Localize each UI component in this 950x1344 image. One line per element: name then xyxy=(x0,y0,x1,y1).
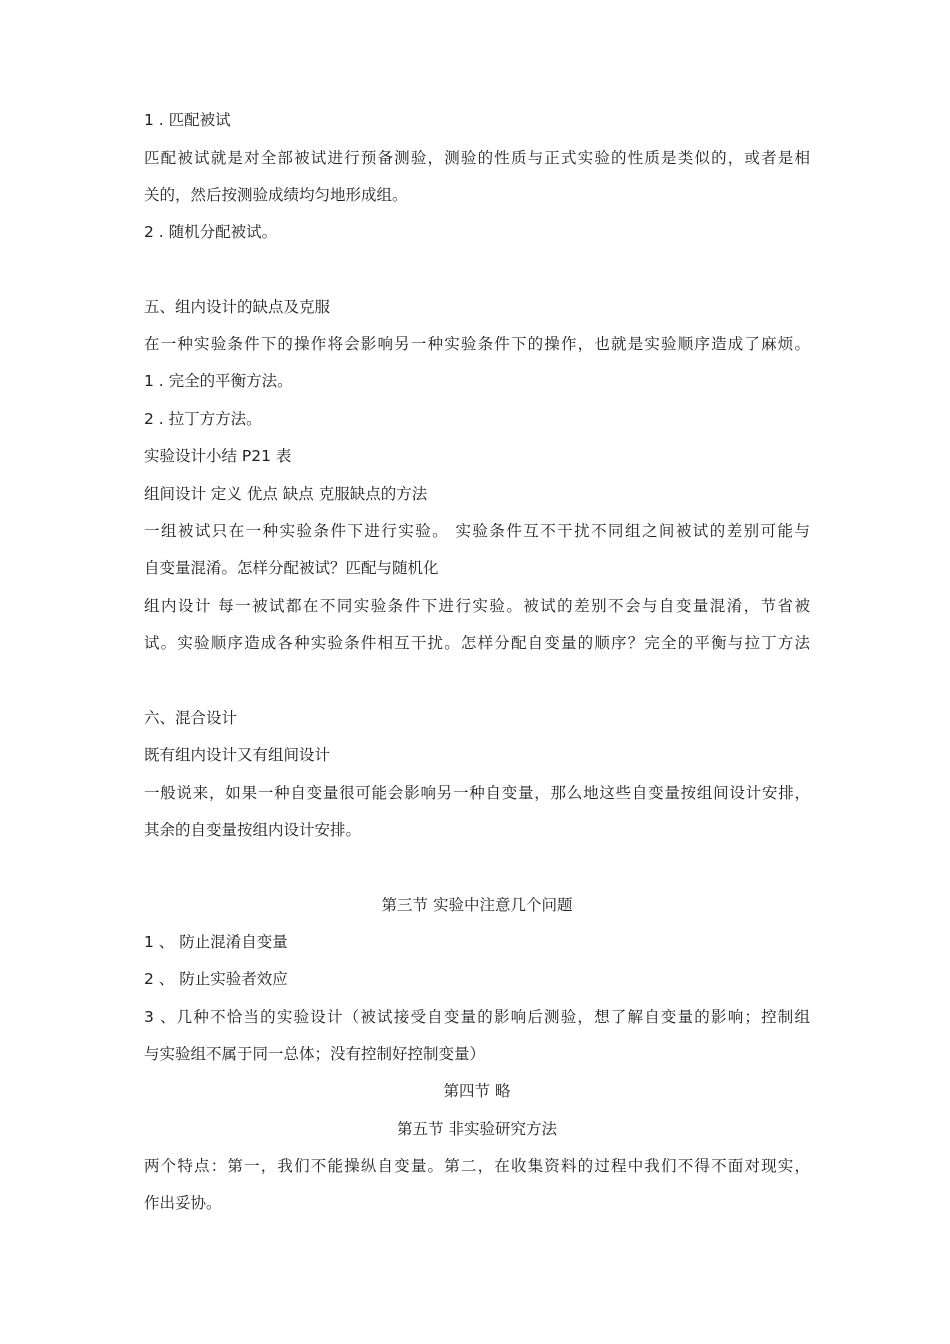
list-item-matching: 1 . 匹配被试 xyxy=(144,111,231,129)
paragraph-line: 一组被试只在一种实验条件下进行实验。 实验条件互不干扰不同组之间被试的差别可能与 xyxy=(144,522,810,540)
chapter-heading: 第三节 实验中注意几个问题 xyxy=(381,896,573,914)
paragraph-line: 组内设计 每一被试都在不同实验条件下进行实验。被试的差别不会与自变量混淆，节省被 xyxy=(144,597,810,615)
paragraph-line: 自变量混淆。怎样分配被试？匹配与随机化 xyxy=(144,559,439,577)
paragraph-line: 一般说来，如果一种自变量很可能会影响另一种自变量，那么地这些自变量按组间设计安排， xyxy=(144,784,810,802)
paragraph-line: 作出妥协。 xyxy=(144,1194,222,1212)
chapter-heading: 第五节 非实验研究方法 xyxy=(397,1120,557,1138)
chapter-heading: 第四节 略 xyxy=(443,1082,511,1100)
paragraph-line: 两个特点：第一，我们不能操纵自变量。第二，在收集资料的过程中我们不得不面对现实， xyxy=(144,1157,810,1175)
paragraph-line: 关的，然后按测验成绩均匀地形成组。 xyxy=(144,186,408,204)
paragraph-line: 试。实验顺序造成各种实验条件相互干扰。怎样分配自变量的顺序？完全的平衡与拉丁方法 xyxy=(144,634,810,652)
list-item-latin-square: 2 . 拉丁方方法。 xyxy=(144,410,262,428)
paragraph-line: 既有组内设计又有组间设计 xyxy=(144,746,331,764)
list-item-balance: 1 . 完全的平衡方法。 xyxy=(144,372,293,390)
section-heading: 五、组内设计的缺点及克服 xyxy=(144,298,331,316)
section-heading: 六、混合设计 xyxy=(144,709,238,727)
table-header-line: 组间设计 定义 优点 缺点 克服缺点的方法 xyxy=(144,485,428,503)
list-item: 1 、 防止混淆自变量 xyxy=(144,933,288,951)
list-item: 2 、 防止实验者效应 xyxy=(144,970,288,988)
paragraph-line: 匹配被试就是对全部被试进行预备测验，测验的性质与正式实验的性质是类似的，或者是相 xyxy=(144,149,810,167)
list-item-random: 2 . 随机分配被试。 xyxy=(144,223,278,241)
paragraph-line: 在一种实验条件下的操作将会影响另一种实验条件下的操作，也就是实验顺序造成了麻烦。 xyxy=(144,335,810,353)
paragraph-line: 实验设计小结 P21 表 xyxy=(144,447,292,465)
paragraph-line: 与实验组不属于同一总体；没有控制好控制变量） xyxy=(144,1045,486,1063)
list-item: 3 、几种不恰当的实验设计（被试接受自变量的影响后测验，想了解自变量的影响；控制组 xyxy=(144,1008,810,1026)
paragraph-line: 其余的自变量按组内设计安排。 xyxy=(144,821,362,839)
